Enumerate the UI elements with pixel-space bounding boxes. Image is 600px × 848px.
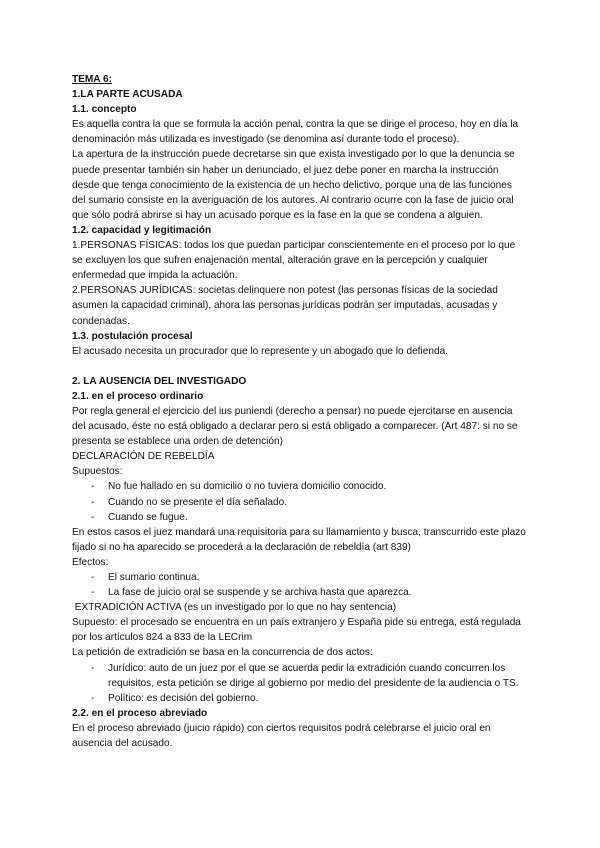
- heading-2-1: 2.1. en el proceso ordinario: [72, 390, 204, 402]
- document-page: [72, 72, 528, 751]
- efectos-list: [72, 570, 528, 600]
- supuestos-label: Supuestos:: [72, 466, 123, 478]
- paragraph: Es aquella contra la que se formula la acción penal, contra la que se dirige el proceso, hoy en día la denominación más utilizada es investigado (se denomina así durante todo el proceso).: [72, 119, 519, 146]
- rebeldia-title: DECLARACIÓN DE REBELDÍA: [72, 451, 215, 463]
- heading-1-1: 1.1. concepto: [72, 104, 137, 116]
- list-item: - La fase de juicio oral se suspende y se archiva hasta que aparezca.: [72, 585, 528, 600]
- actos-list: [72, 661, 528, 706]
- list-item: - Político: es decisión del gobierno.: [72, 691, 528, 706]
- paragraph: La apertura de la instrucción puede decretarse sin que exista investigado por lo que la denuncia se puede presentar también sin haber un denunciado, el juez debe poner en marcha la instrucción desde que tenga conocimiento de la existencia de un hecho delictivo, porque una de las funciones del sumario consiste en la averiguación de los autores. Al contrario ocurre con la fase de juicio oral que sólo podrá abrirse si hay un acusado porque es la fase en la que se condena a alguien.: [72, 149, 515, 221]
- section-2-title: 2. LA AUSENCIA DEL INVESTIGADO: [72, 375, 247, 387]
- heading-2-2: 2.2. en el proceso abreviado: [72, 707, 208, 719]
- paragraph: Supuesto: el procesado se encuentra en un país extranjero y España pide su entrega, está regulada por los artículos 824 a 833 de la LECrim: [72, 617, 521, 644]
- supuestos-list: [72, 479, 528, 524]
- paragraph: 2.PERSONAS JURÍDICAS: societas delinquere non potest (las personas físicas de la sociedad asumen la capacidad criminal), ahora las personas jurídicas podrán ser imputadas, acusadas y condenadas.: [72, 285, 498, 327]
- heading-1-3: 1.3. postulación procesal: [72, 330, 193, 342]
- paragraph: Por regla general el ejercicio del ius puniendi (derecho a pensar) no puede ejercitarse en ausencia del acusado, éste no está obligado a declarar pero si está obligado a comparecer. (Art 487: si no se presenta se establece una orden de detención): [72, 405, 518, 448]
- heading-1-2: 1.2. capacidad y legitimación: [72, 224, 212, 236]
- paragraph: La petición de extradición se basa en la concurrencia de dos actos:: [72, 647, 373, 659]
- efectos-label: Efectos:: [72, 556, 109, 568]
- list-item: - Cuando se fugue.: [72, 510, 528, 525]
- list-item: - Jurídico: auto de un juez por el que se acuerda pedir la extradición cuando concurren los requisitos, esta petición se dirige al gobierno por medio del presidente de la audiencia o TS.: [72, 661, 528, 691]
- paragraph: En estos casos el juez mandará una requisitoria para su llamamiento y busca, transcurrido este plazo fijado si no ha aparecido se procederá a la declaración de rebeldía (art 839): [72, 526, 526, 553]
- paragraph: El acusado necesita un procurador que lo represente y un abogado que lo defienda.: [72, 345, 448, 357]
- paragraph: 1.PERSONAS FÍSICAS: todos los que puedan participar conscientemente en el proceso por lo que se excluyen los que sufren enajenación mental, alteración grave en la percepción y cualquier enfermedad que impida la actuación.: [72, 240, 516, 282]
- section-1-title: 1.LA PARTE ACUSADA: [72, 89, 183, 101]
- spacer: [72, 359, 528, 374]
- extradicion-title: EXTRADICIÓN ACTIVA (es un investigado por lo que no hay sentencia): [72, 602, 397, 614]
- list-item: - No fue hallado en su domicilio o no tuviera domicilio conocido.: [72, 479, 528, 494]
- list-item: - Cuando no se presente el día señalado.: [72, 495, 528, 510]
- list-item: - El sumario continua.: [72, 570, 528, 585]
- tema-heading: TEMA 6:: [72, 74, 113, 85]
- paragraph: En el proceso abreviado (juicio rápido) con ciertos requisitos podrá celebrarse el juicio oral en ausencia del acusado.: [72, 722, 491, 750]
